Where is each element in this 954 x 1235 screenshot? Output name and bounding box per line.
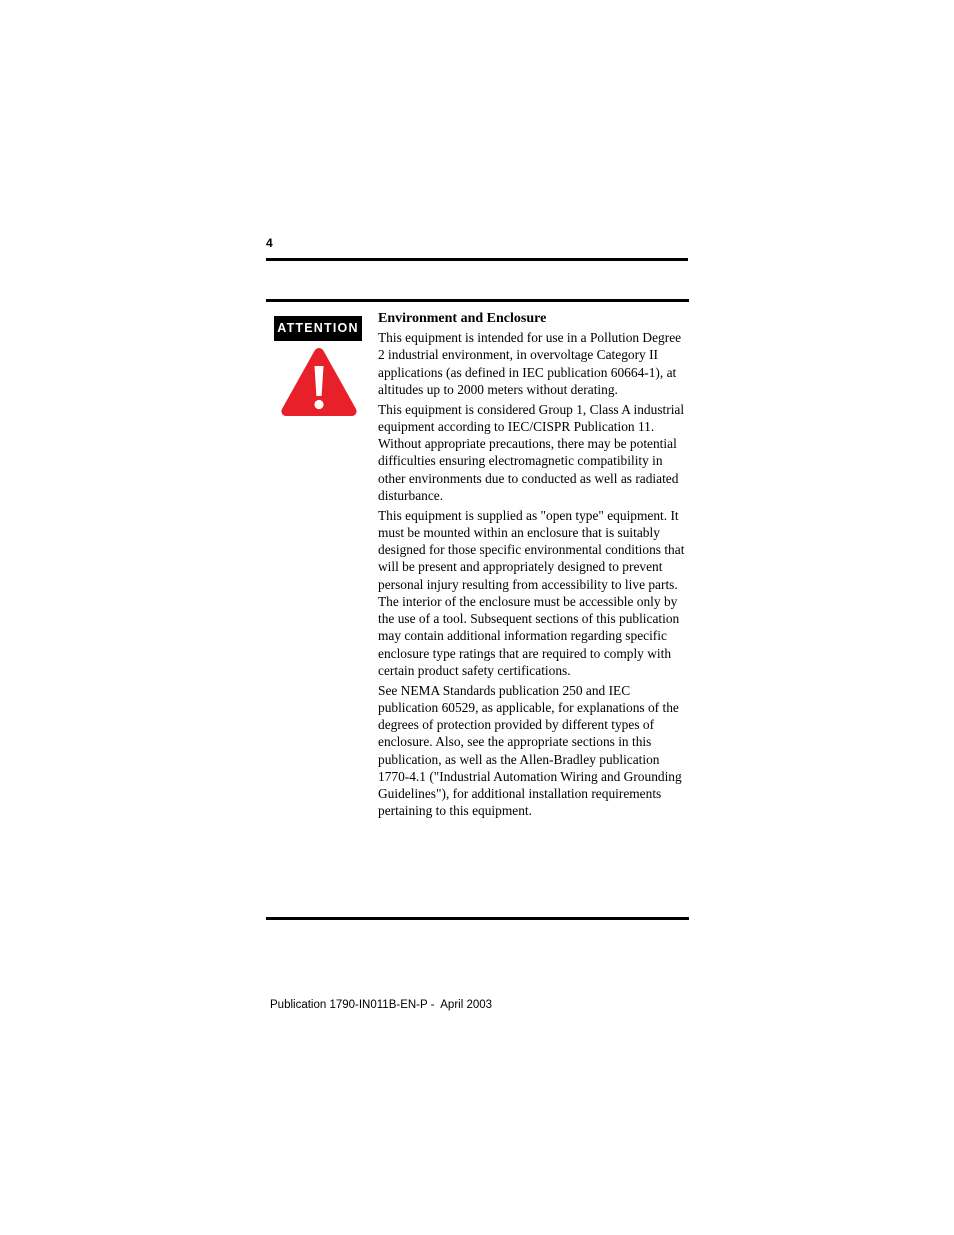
attention-box-bottom-rule (266, 917, 689, 920)
page-number: 4 (266, 236, 273, 250)
publication-footer: Publication 1790-IN011B-EN-P - April 2003 (270, 999, 493, 1011)
paragraph-open-type: This equipment is supplied as "open type" equipment. It must be mounted within an enclosure that is suitably designed for those specific environmental conditions that will be present and appropriately designed to prevent personal injury resulting from accessibility to live parts. The interior of the enclosure must be accessible only by the use of a tool. Subsequent sections of this publication may contain additional information regarding specific enclosure type ratings that are required to comply with certain product safety certifications. (378, 507, 685, 678)
paragraph-pollution-degree: This equipment is intended for use in a Pollution Degree 2 industrial environment, in overvoltage Category II applications (as defined in IEC publication 60664-1), at altitudes up to 2000 meters without derating. (378, 330, 682, 397)
warning-triangle-icon (280, 346, 358, 418)
header-rule (266, 258, 688, 261)
section-heading: Environment and Enclosure (378, 311, 547, 326)
paragraph-emc-class: This equipment is considered Group 1, Class A industrial equipment according to IEC/CISPR Publication 11. Without appropriate precautions, there may be potential difficulties ensuring electromagnetic compatibility in other environments due to conducted as well as radiated disturbance. (378, 401, 685, 503)
attention-content (378, 309, 690, 822)
attention-badge: ATTENTION (274, 316, 362, 341)
paragraph-nema-standards: See NEMA Standards publication 250 and IEC publication 60529, as applicable, for explanations of the degrees of protection provided by different types of enclosure. Also, see the appropriate sections in this publication, as well as the Allen-Bradley publication 1770-4.1 ("Industrial Automation Wiring and Grounding Guidelines"), for additional installation requirements pertaining to this equipment. (378, 682, 682, 819)
attention-box-top-rule (266, 299, 689, 302)
